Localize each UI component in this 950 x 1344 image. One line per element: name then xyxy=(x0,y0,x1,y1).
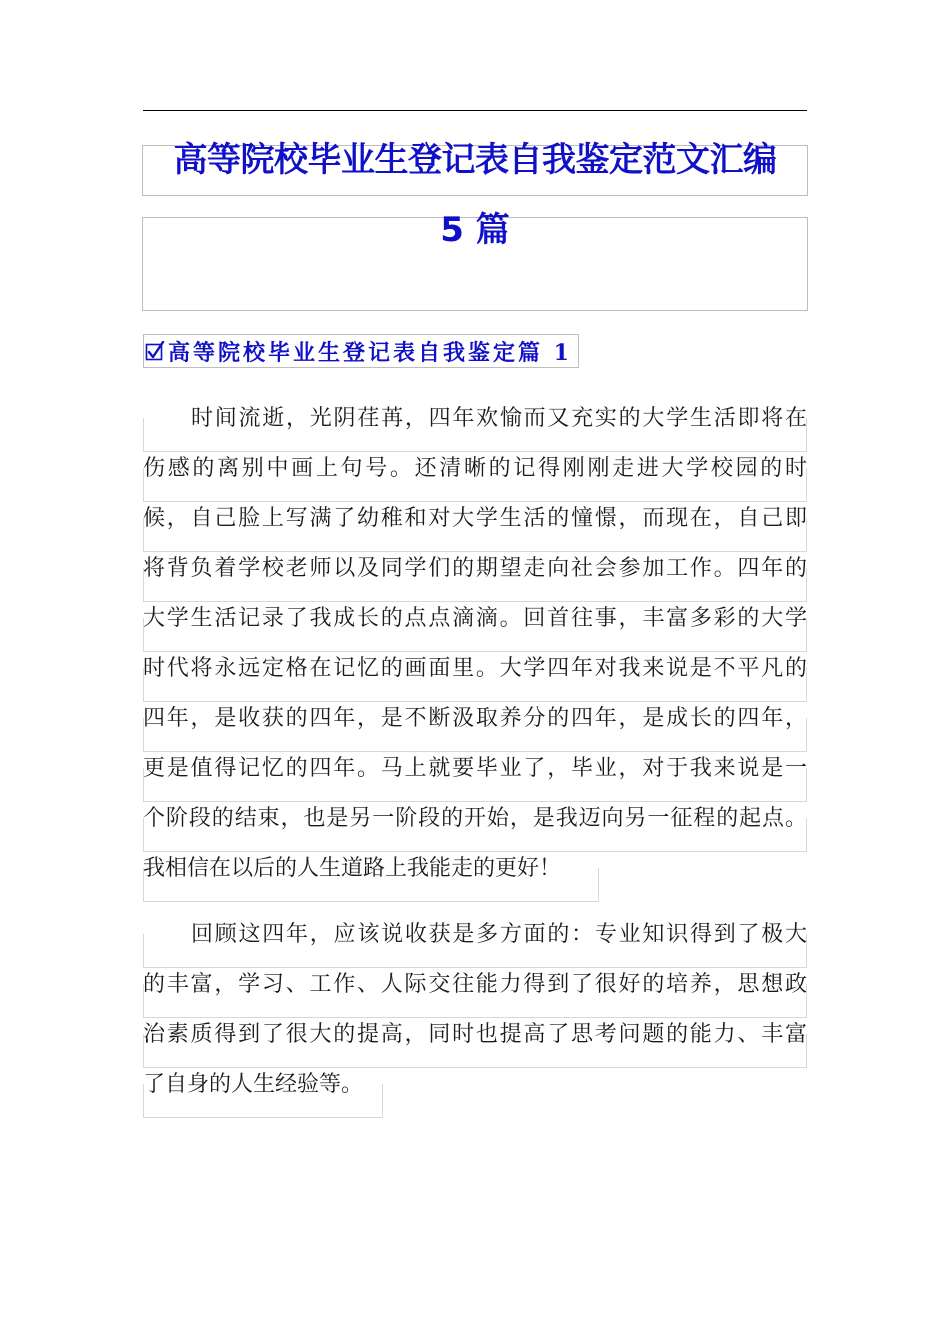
header-rule xyxy=(143,110,807,111)
line-text: 伤感的离别中画上句号。还清晰的记得刚刚走进大学校园的时 xyxy=(143,456,807,481)
line-text: 候，自己脸上写满了幼稚和对大学生活的憧憬，而现在，自己即 xyxy=(143,506,807,531)
document-title-continued: 5 篇 xyxy=(440,210,510,250)
text-line xyxy=(143,918,807,968)
paragraph xyxy=(143,918,807,1118)
line-text: 时间流逝，光阴荏苒，四年欢愉而又充实的大学生活即将在 xyxy=(191,406,807,431)
paragraph xyxy=(143,402,807,902)
text-line xyxy=(143,602,807,652)
line-text: 个阶段的结束，也是另一阶段的开始，是我迈向另一征程的起点。 xyxy=(143,806,807,831)
text-line xyxy=(143,852,807,902)
text-line xyxy=(143,1018,807,1068)
line-text: 更是值得记忆的四年。马上就要毕业了，毕业，对于我来说是一 xyxy=(143,756,807,781)
section-heading-text: 高等院校毕业生登记表自我鉴定篇 1 xyxy=(168,339,572,366)
text-line xyxy=(143,752,807,802)
line-text: 时代将永远定格在记忆的画面里。大学四年对我来说是不平凡的 xyxy=(143,656,807,681)
line-text: 将背负着学校老师以及同学们的期望走向社会参加工作。四年的 xyxy=(143,556,807,581)
line-text: 的丰富，学习、工作、人际交往能力得到了很好的培养，思想政 xyxy=(143,972,807,997)
text-line xyxy=(143,652,807,702)
text-line xyxy=(143,702,807,752)
section-heading xyxy=(143,334,579,368)
text-line xyxy=(143,968,807,1018)
text-line xyxy=(143,452,807,502)
line-text: 了自身的人生经验等。 xyxy=(143,1072,364,1097)
line-text: 治素质得到了很大的提高，同时也提高了思考问题的能力、丰富 xyxy=(143,1022,807,1047)
text-line xyxy=(143,402,807,452)
document-title: 高等院校毕业生登记表自我鉴定范文汇编 xyxy=(173,140,777,180)
text-line xyxy=(143,1068,807,1118)
checkbox-checked-icon xyxy=(145,341,165,361)
text-line xyxy=(143,802,807,852)
line-text: 四年，是收获的四年，是不断汲取养分的四年，是成长的四年， xyxy=(143,706,807,731)
line-text: 回顾这四年，应该说收获是多方面的：专业知识得到了极大 xyxy=(191,922,807,947)
text-line xyxy=(143,502,807,552)
line-text: 大学生活记录了我成长的点点滴滴。回首往事，丰富多彩的大学 xyxy=(143,606,807,631)
text-line xyxy=(143,552,807,602)
line-text: 我相信在以后的人生道路上我能走的更好！ xyxy=(143,856,562,881)
